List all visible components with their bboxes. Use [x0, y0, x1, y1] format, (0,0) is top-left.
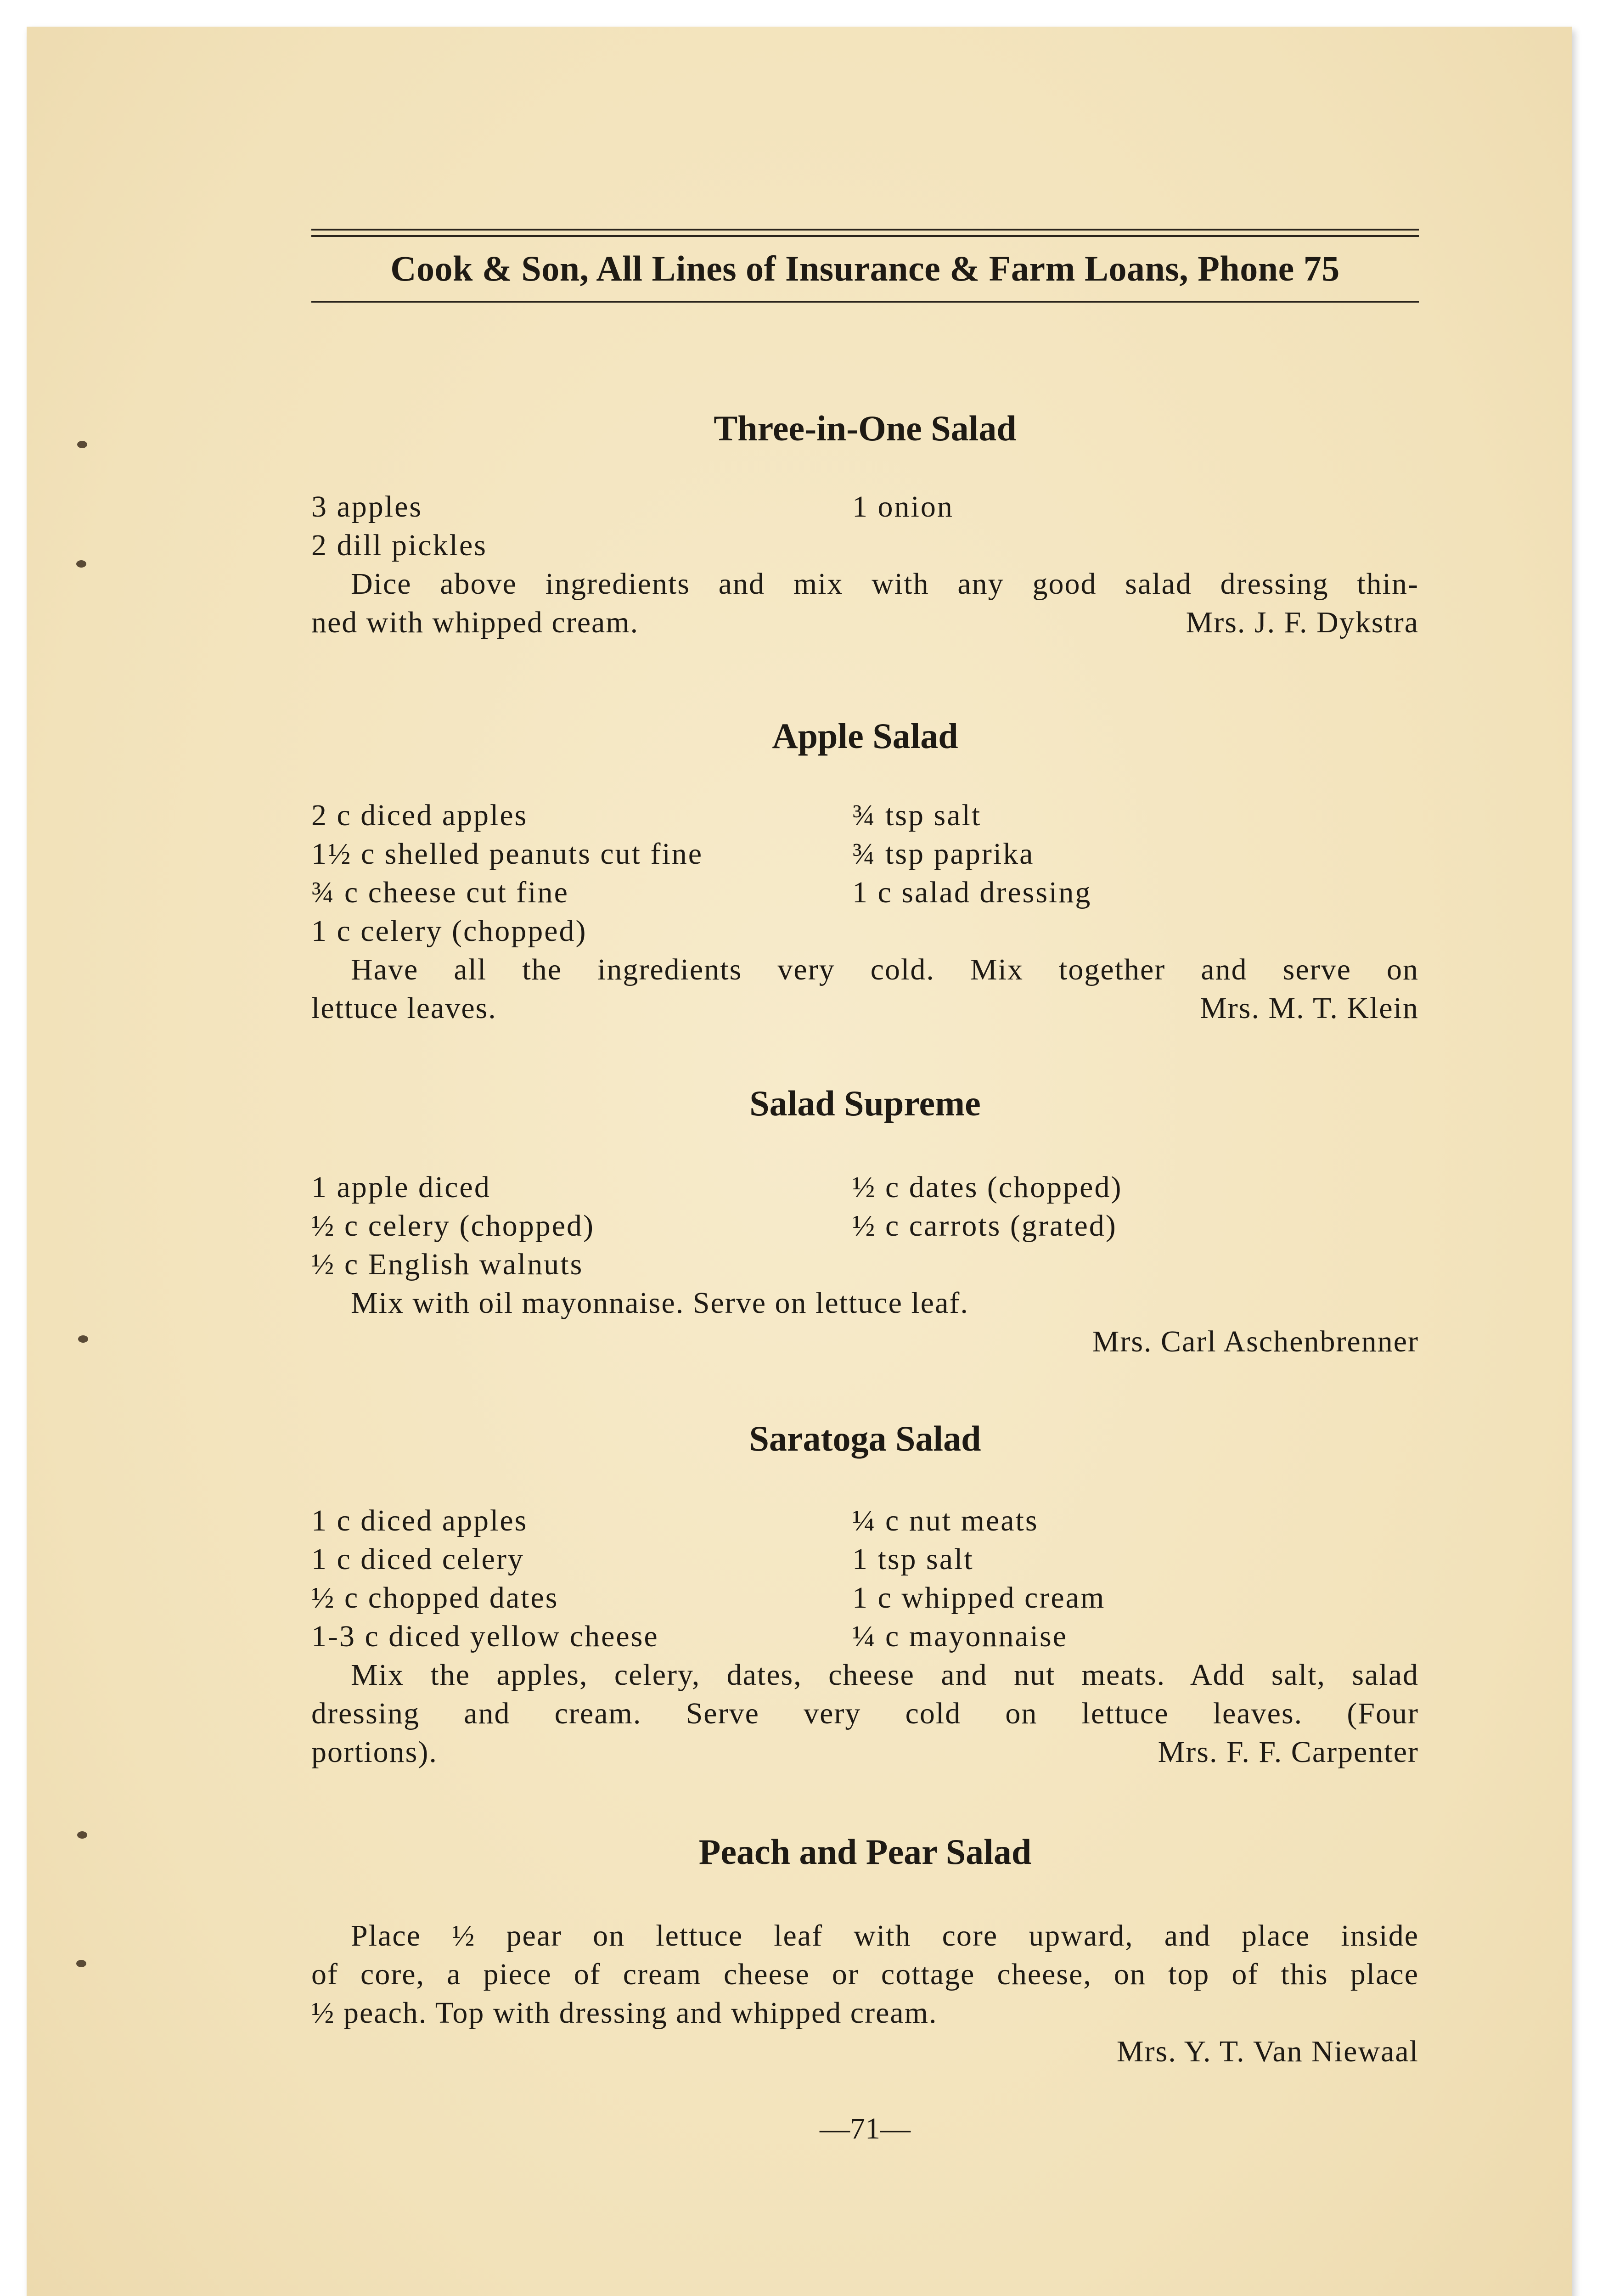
binding-hole [76, 1960, 86, 1967]
binding-hole [76, 560, 86, 568]
binding-hole [78, 1335, 88, 1343]
ingredient: 1 c celery (chopped) [311, 914, 587, 948]
recipe-directions: Place ½ pear on lettuce leaf with core upward, and place inside [351, 1919, 1419, 1953]
recipe-author: Mrs. Carl Aschenbrenner [1092, 1325, 1419, 1358]
recipe-directions: lettuce leaves. [311, 991, 497, 1025]
recipe-title: Saratoga Salad [749, 1418, 981, 1458]
recipe-directions: Have all the ingredients very cold. Mix together and serve on [351, 953, 1419, 986]
ingredient: 2 dill pickles [311, 529, 487, 562]
ingredient: 1 onion [852, 490, 954, 523]
directions-and-author [311, 991, 1419, 1026]
binding-hole [77, 1831, 87, 1839]
ingredient: ¾ tsp paprika [852, 837, 1035, 871]
recipe-title: Three-in-One Salad [714, 408, 1017, 448]
ingredient: 1 c diced apples [311, 1504, 528, 1537]
ingredient: 1-3 c diced yellow cheese [311, 1620, 659, 1653]
header-rule-top [311, 229, 1419, 231]
ingredient: ¼ c nut meats [852, 1504, 1039, 1537]
recipe-title: Peach and Pear Salad [698, 1832, 1032, 1872]
recipe-directions: ½ peach. Top with dressing and whipped cream. [311, 1996, 938, 2030]
ingredient: 1 c diced celery [311, 1542, 524, 1576]
ingredient: 1 tsp salt [852, 1542, 974, 1576]
ingredient: ½ c chopped dates [311, 1581, 559, 1615]
header-rule-top-2 [311, 235, 1419, 237]
page-number: —71— [820, 2112, 911, 2145]
recipe-title: Apple Salad [772, 716, 958, 756]
ingredient: 1 apple diced [311, 1171, 491, 1204]
recipe-author: Mrs. F. F. Carpenter [1158, 1735, 1419, 1769]
ingredient: ½ c celery (chopped) [311, 1209, 595, 1243]
recipe-directions: Mix the apples, celery, dates, cheese and nut meats. Add salt, salad [351, 1658, 1419, 1692]
ingredient: 1½ c shelled peanuts cut fine [311, 837, 703, 871]
book-page [27, 27, 1572, 2296]
recipe-directions: Dice above ingredients and mix with any good salad dressing thin- [351, 567, 1419, 601]
directions-and-author [311, 1735, 1419, 1770]
ingredient: 1 c whipped cream [852, 1581, 1106, 1615]
ingredient: ¼ c mayonnaise [852, 1620, 1068, 1653]
recipe-directions: of core, a piece of cream cheese or cottage cheese, on top of this place [311, 1958, 1419, 1991]
ingredient: ½ c dates (chopped) [852, 1171, 1123, 1204]
advertisement-header: Cook & Son, All Lines of Insurance & Farm Loans, Phone 75 [390, 248, 1340, 288]
ingredient: ½ c carrots (grated) [852, 1209, 1117, 1243]
ingredient: 2 c diced apples [311, 799, 528, 832]
ingredient: 1 c salad dressing [852, 876, 1092, 909]
recipe-directions: dressing and cream. Serve very cold on lettuce leaves. (Four [311, 1697, 1419, 1730]
ingredient: ¾ tsp salt [852, 799, 982, 832]
directions-and-author [311, 605, 1419, 640]
binding-hole [77, 441, 87, 448]
recipe-author: Mrs. J. F. Dykstra [1186, 606, 1419, 639]
recipe-author: Mrs. Y. T. Van Niewaal [1116, 2035, 1419, 2068]
ingredient: ¾ c cheese cut fine [311, 876, 569, 909]
ingredient: 3 apples [311, 490, 423, 523]
header-rule-bottom [311, 301, 1419, 303]
recipe-directions: portions). [311, 1735, 438, 1769]
recipe-title: Salad Supreme [749, 1083, 981, 1123]
ingredient: ½ c English walnuts [311, 1248, 584, 1281]
recipe-directions: ned with whipped cream. [311, 606, 639, 639]
recipe-author: Mrs. M. T. Klein [1200, 991, 1419, 1025]
recipe-directions: Mix with oil mayonnaise. Serve on lettuce leaf. [351, 1286, 969, 1320]
